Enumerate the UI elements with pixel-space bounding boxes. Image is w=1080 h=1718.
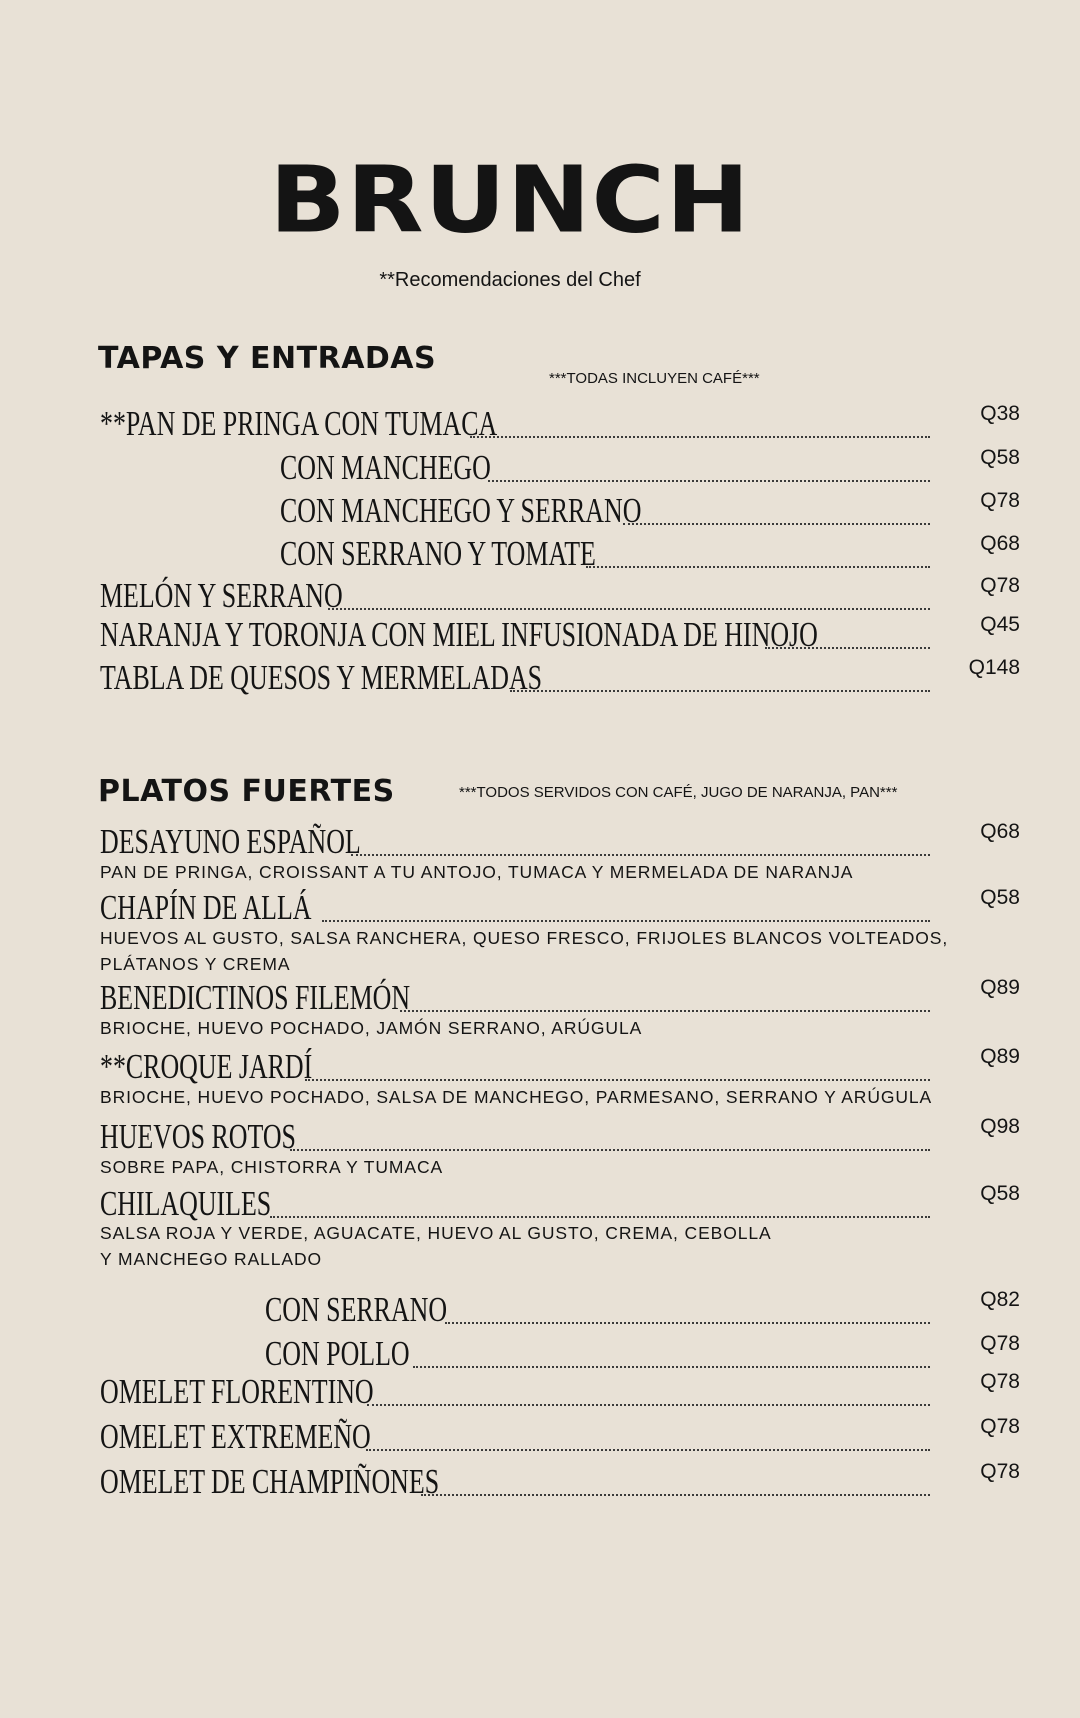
item-price: Q78	[980, 1415, 1020, 1438]
item-price: Q78	[980, 1370, 1020, 1393]
dot-leader	[400, 1010, 930, 1012]
item-price: Q78	[980, 1332, 1020, 1355]
item-name: CON POLLO	[265, 1334, 410, 1373]
menu-item	[100, 1115, 1020, 1156]
menu-item	[100, 656, 1020, 697]
item-price: Q58	[980, 886, 1020, 909]
item-name: TABLA DE QUESOS Y MERMELADAS	[100, 658, 543, 697]
menu-item	[100, 402, 1020, 443]
item-price: Q58	[980, 1182, 1020, 1205]
dot-leader	[367, 1404, 930, 1406]
menu-item	[100, 574, 1020, 615]
item-description: Y MANCHEGO RALLADO	[100, 1249, 323, 1269]
dot-leader	[586, 566, 930, 568]
item-name: **CROQUE JARDÍ	[100, 1047, 313, 1086]
dot-leader	[413, 1366, 930, 1368]
item-description: BRIOCHE, HUEVO POCHADO, SALSA DE MANCHEGO, PARMESANO, SERRANO Y ARÚGULA	[100, 1087, 933, 1107]
dot-leader	[510, 690, 930, 692]
menu-item	[280, 446, 1020, 487]
menu-item	[100, 613, 1020, 654]
item-price: Q98	[980, 1115, 1020, 1138]
item-name: MELÓN Y SERRANO	[100, 576, 343, 615]
menu-item	[265, 1288, 1020, 1329]
item-price: Q45	[980, 613, 1020, 636]
dot-leader	[351, 854, 930, 856]
item-price: Q78	[980, 489, 1020, 512]
item-name: OMELET DE CHAMPIÑONES	[100, 1462, 440, 1501]
menu-item	[100, 1415, 1020, 1456]
menu-item	[100, 976, 1020, 1017]
dot-leader	[421, 1494, 930, 1496]
section-title-tapas: TAPAS Y ENTRADAS	[98, 341, 437, 376]
item-price: Q89	[980, 1045, 1020, 1068]
item-name: **PAN DE PRINGA CON TUMACA	[100, 404, 498, 443]
menu-item	[265, 1332, 1020, 1373]
item-name: NARANJA Y TORONJA CON MIEL INFUSIONADA DE HINOJO	[100, 615, 818, 654]
dot-leader	[623, 523, 930, 525]
item-price: Q38	[980, 402, 1020, 425]
menu-item	[100, 886, 1020, 927]
item-description: PAN DE PRINGA, CROISSANT A TU ANTOJO, TUMACA Y MERMELADA DE NARANJA	[100, 862, 854, 882]
item-name: BENEDICTINOS FILEMÓN	[100, 978, 411, 1017]
section-note-tapas: ***TODAS INCLUYEN CAFÉ***	[549, 370, 760, 387]
dot-leader	[366, 1449, 930, 1451]
item-price: Q89	[980, 976, 1020, 999]
item-name: CON MANCHEGO Y SERRANO	[280, 491, 642, 530]
menu-item	[100, 1370, 1020, 1411]
item-price: Q148	[968, 656, 1020, 679]
item-price: Q78	[980, 1460, 1020, 1483]
item-name: HUEVOS ROTOS	[100, 1117, 296, 1156]
menu-title: BRUNCH	[269, 145, 751, 254]
item-name: CON SERRANO	[265, 1290, 448, 1329]
menu-item	[100, 1460, 1020, 1501]
item-description: BRIOCHE, HUEVO POCHADO, JAMÓN SERRANO, ARÚGULA	[100, 1018, 643, 1038]
menu-item	[280, 489, 1020, 530]
section-note-platos: ***TODOS SERVIDOS CON CAFÉ, JUGO DE NARANJA, PAN***	[459, 784, 898, 801]
menu-item	[280, 532, 1020, 573]
item-description: PLÁTANOS Y CREMA	[100, 954, 291, 974]
dot-leader	[270, 1216, 930, 1218]
item-price: Q68	[980, 532, 1020, 555]
menu-item	[100, 1045, 1020, 1086]
chef-recommendation-note: **Recomendaciones del Chef	[379, 269, 641, 291]
item-name: CON SERRANO Y TOMATE	[280, 534, 596, 573]
item-price: Q82	[980, 1288, 1020, 1311]
item-price: Q68	[980, 820, 1020, 843]
dot-leader	[445, 1322, 930, 1324]
dot-leader	[322, 920, 930, 922]
menu-item	[100, 820, 1020, 861]
item-description: SALSA ROJA Y VERDE, AGUACATE, HUEVO AL GUSTO, CREMA, CEBOLLA	[100, 1223, 772, 1243]
item-name: CHILAQUILES	[100, 1184, 272, 1223]
dot-leader	[470, 436, 930, 438]
item-description: SOBRE PAPA, CHISTORRA Y TUMACA	[100, 1157, 444, 1177]
item-description: HUEVOS AL GUSTO, SALSA RANCHERA, QUESO FRESCO, FRIJOLES BLANCOS VOLTEADOS,	[100, 928, 949, 948]
menu-item	[100, 1182, 1020, 1223]
item-name: OMELET FLORENTINO	[100, 1372, 374, 1411]
dot-leader	[290, 1149, 930, 1151]
item-price: Q58	[980, 446, 1020, 469]
dot-leader	[765, 647, 930, 649]
dot-leader	[488, 480, 930, 482]
item-name: CON MANCHEGO	[280, 448, 491, 487]
section-title-platos: PLATOS FUERTES	[98, 774, 395, 809]
item-name: OMELET EXTREMEÑO	[100, 1417, 371, 1456]
item-price: Q78	[980, 574, 1020, 597]
dot-leader	[328, 608, 930, 610]
item-name: CHAPÍN DE ALLÁ	[100, 888, 312, 927]
dot-leader	[305, 1079, 930, 1081]
item-name: DESAYUNO ESPAÑOL	[100, 822, 361, 861]
